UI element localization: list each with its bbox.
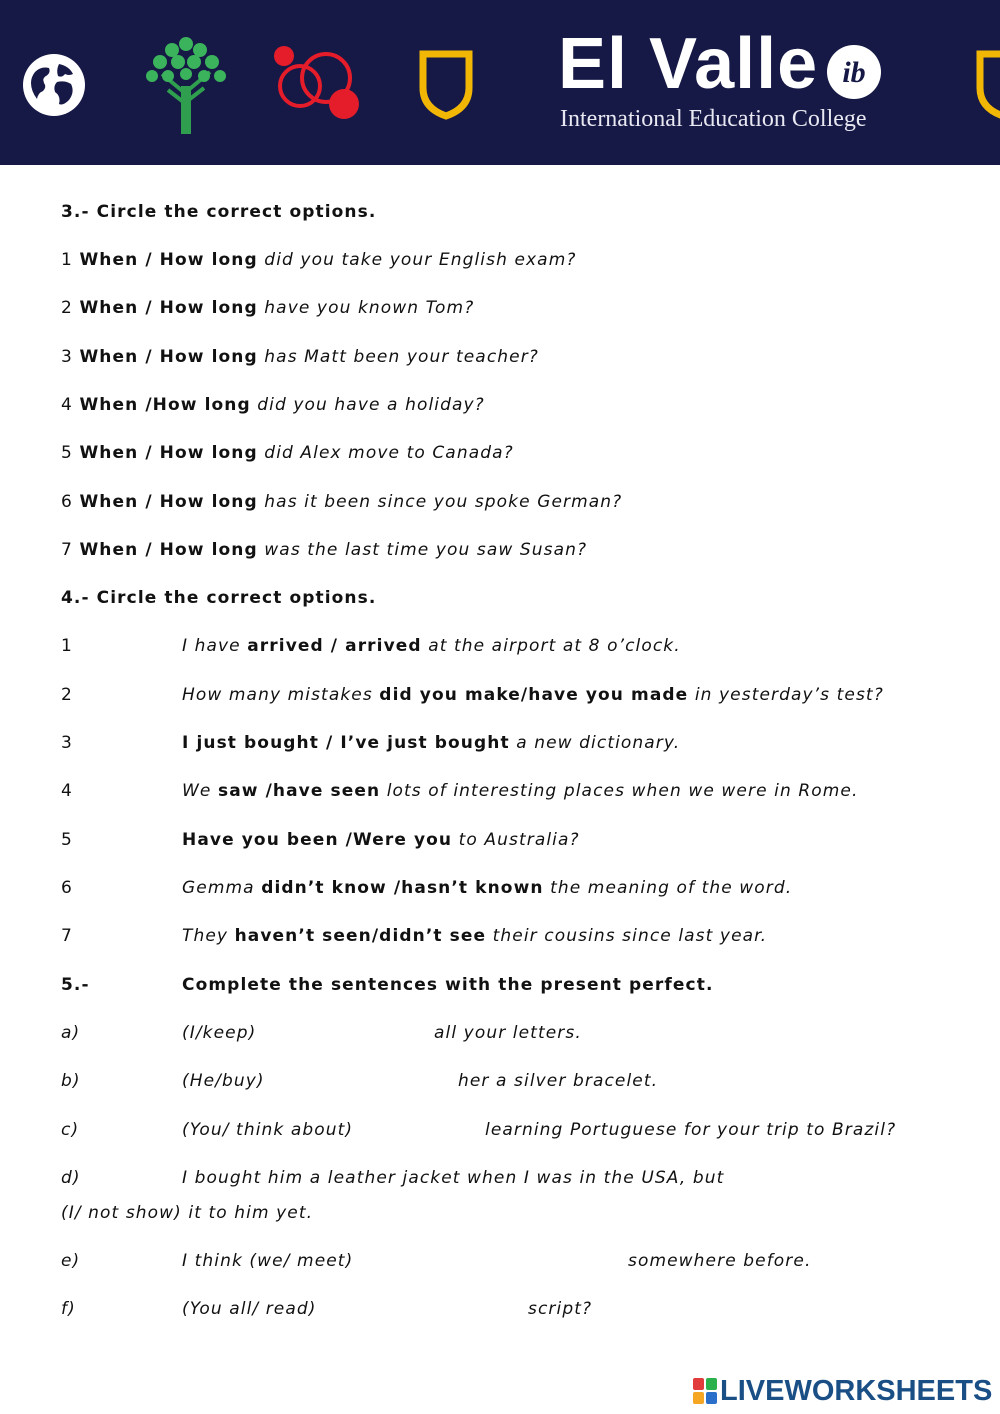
options[interactable]: haven’t seen/didn’t see (234, 926, 487, 946)
options[interactable]: saw /have seen (217, 781, 381, 801)
options[interactable]: didn’t know /hasn’t known (261, 878, 544, 898)
section5-item: d) I bought him a leather jacket when I was in the USA, but (61, 1168, 725, 1188)
section5-heading: 5.- Complete the sentences with the present perfect. (61, 975, 714, 995)
tree-icon (142, 34, 230, 136)
globe-icon (21, 52, 87, 118)
options[interactable]: When / How long (79, 492, 258, 512)
brand-subtitle: International Education College (560, 106, 867, 132)
section4-title: 4.- Circle the correct options. (61, 588, 377, 608)
ib-badge-icon (826, 44, 882, 100)
options[interactable]: When / How long (79, 347, 258, 367)
answer-continuation: learning Portuguese for your trip to Brazil? (485, 1120, 897, 1140)
section3-item: 6 When / How long has it been since you spoke German? (61, 492, 623, 512)
section5-item-continued: (I/ not show) it to him yet. (61, 1203, 314, 1223)
section5-item: a) (I/keep) all your letters. (61, 1023, 582, 1043)
options[interactable]: arrived / arrived (247, 636, 422, 656)
section3-title: 3.- Circle the correct options. (61, 202, 377, 222)
options[interactable]: When /How long (79, 395, 251, 415)
section3-item: 3 When / How long has Matt been your teacher? (61, 347, 539, 367)
options[interactable]: When / How long (79, 298, 258, 318)
section3-item: 4 When /How long did you have a holiday? (61, 395, 485, 415)
answer-continuation: her a silver bracelet. (458, 1071, 659, 1091)
options[interactable]: did you make/have you made (379, 685, 689, 705)
liveworksheets-mark-icon (692, 1375, 718, 1407)
brand-title: El Valle (558, 24, 819, 104)
options[interactable]: Have you been /Were you (182, 830, 453, 850)
section5-item: f) (You all/ read) script? (61, 1299, 593, 1319)
options[interactable]: When / How long (79, 250, 258, 270)
header-banner (0, 0, 1000, 165)
shield-icon-partial (975, 48, 1000, 120)
section5-item: c) (You/ think about) learning Portuguese for your trip to Brazil? (61, 1120, 897, 1140)
section3-item: 7 When / How long was the last time you saw Susan? (61, 540, 588, 560)
answer-continuation: somewhere before. (628, 1251, 812, 1271)
section4-item: 3 I just bought / I’ve just bought a new dictionary. (61, 733, 681, 753)
section3-item: 2 When / How long have you known Tom? (61, 298, 475, 318)
rings-icon (270, 42, 365, 124)
options[interactable]: I just bought / I’ve just bought (182, 733, 510, 753)
section4-item: 6 Gemma didn’t know /hasn’t known the meaning of the word. (61, 878, 793, 898)
options[interactable]: When / How long (79, 540, 258, 560)
section5-item: e) I think (we/ meet) somewhere before. (61, 1251, 812, 1271)
svg-text:ib: ib (842, 56, 866, 89)
section3-item: 1 When / How long did you take your English exam? (61, 250, 577, 270)
section4-item: 1 I have arrived / arrived at the airport at 8 o’clock. (61, 636, 681, 656)
section4-item: 2 How many mistakes did you make/have you made in yesterday’s test? (61, 685, 884, 705)
answer-continuation: all your letters. (434, 1023, 582, 1043)
section4-item: 4 We saw /have seen lots of interesting places when we were in Rome. (61, 781, 859, 801)
shield-icon (418, 48, 474, 120)
section4-item: 7 They haven’t seen/didn’t see their cousins since last year. (61, 926, 768, 946)
section5-title: Complete the sentences with the present perfect. (182, 975, 714, 995)
section5-item: b) (He/buy) her a silver bracelet. (61, 1071, 659, 1091)
section4-item: 5 Have you been /Were you to Australia? (61, 830, 580, 850)
liveworksheets-text: LIVEWORKSHEETS (720, 1375, 993, 1407)
answer-continuation: script? (528, 1299, 593, 1319)
section3-item: 5 When / How long did Alex move to Canada? (61, 443, 514, 463)
options[interactable]: When / How long (79, 443, 258, 463)
